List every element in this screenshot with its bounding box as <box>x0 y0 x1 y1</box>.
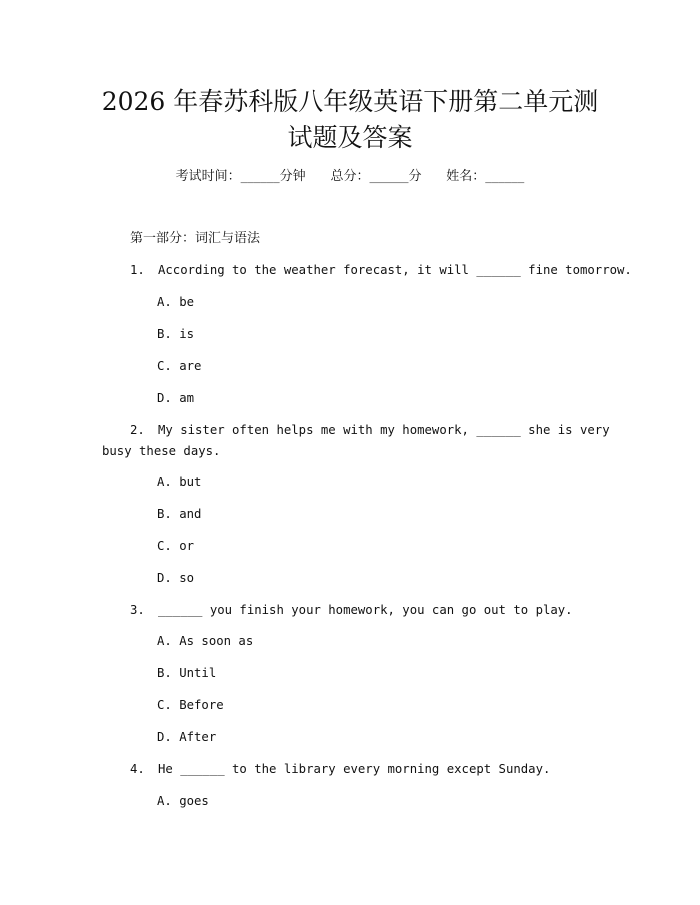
answer-option: B. and <box>157 507 202 521</box>
exam-score-field: 总分：______分 <box>330 169 422 184</box>
exam-time-field: 考试时间：______分钟 <box>175 169 306 184</box>
answer-option: D. After <box>157 730 217 744</box>
answer-option: A. but <box>157 475 202 489</box>
question-text: According to the weather forecast, it will ______ fine tomorrow. <box>158 263 632 277</box>
answer-option: C. Before <box>157 698 224 712</box>
answer-option: C. are <box>157 359 202 373</box>
question-number: 4. <box>130 762 145 776</box>
answer-option: A. As soon as <box>157 634 254 648</box>
section-title: 第一部分：词汇与语法 <box>130 231 261 246</box>
question-number: 1. <box>130 263 145 277</box>
document-title-line-1: 2026 年春苏科版八年级英语下册第二单元测 <box>101 87 599 116</box>
answer-option: D. am <box>157 391 195 405</box>
question-number: 3. <box>130 603 145 617</box>
answer-option: A. be <box>157 295 195 309</box>
question-text: My sister often helps me with my homework, ______ she is very <box>158 423 610 437</box>
answer-option: C. or <box>157 539 195 553</box>
answer-option: A. goes <box>157 794 209 808</box>
document-title-line-2: 试题及答案 <box>287 123 413 152</box>
question-number: 2. <box>130 423 145 437</box>
answer-option: B. is <box>157 327 195 341</box>
exam-meta-row <box>0 167 700 187</box>
question-text: ______ you finish your homework, you can go out to play. <box>158 603 573 617</box>
answer-option: D. so <box>157 571 195 585</box>
answer-option: B. Until <box>157 666 217 680</box>
student-name-field: 姓名：______ <box>446 169 525 184</box>
question-text: He ______ to the library every morning except Sunday. <box>158 762 551 776</box>
question-text-continued: busy these days. <box>102 444 221 458</box>
